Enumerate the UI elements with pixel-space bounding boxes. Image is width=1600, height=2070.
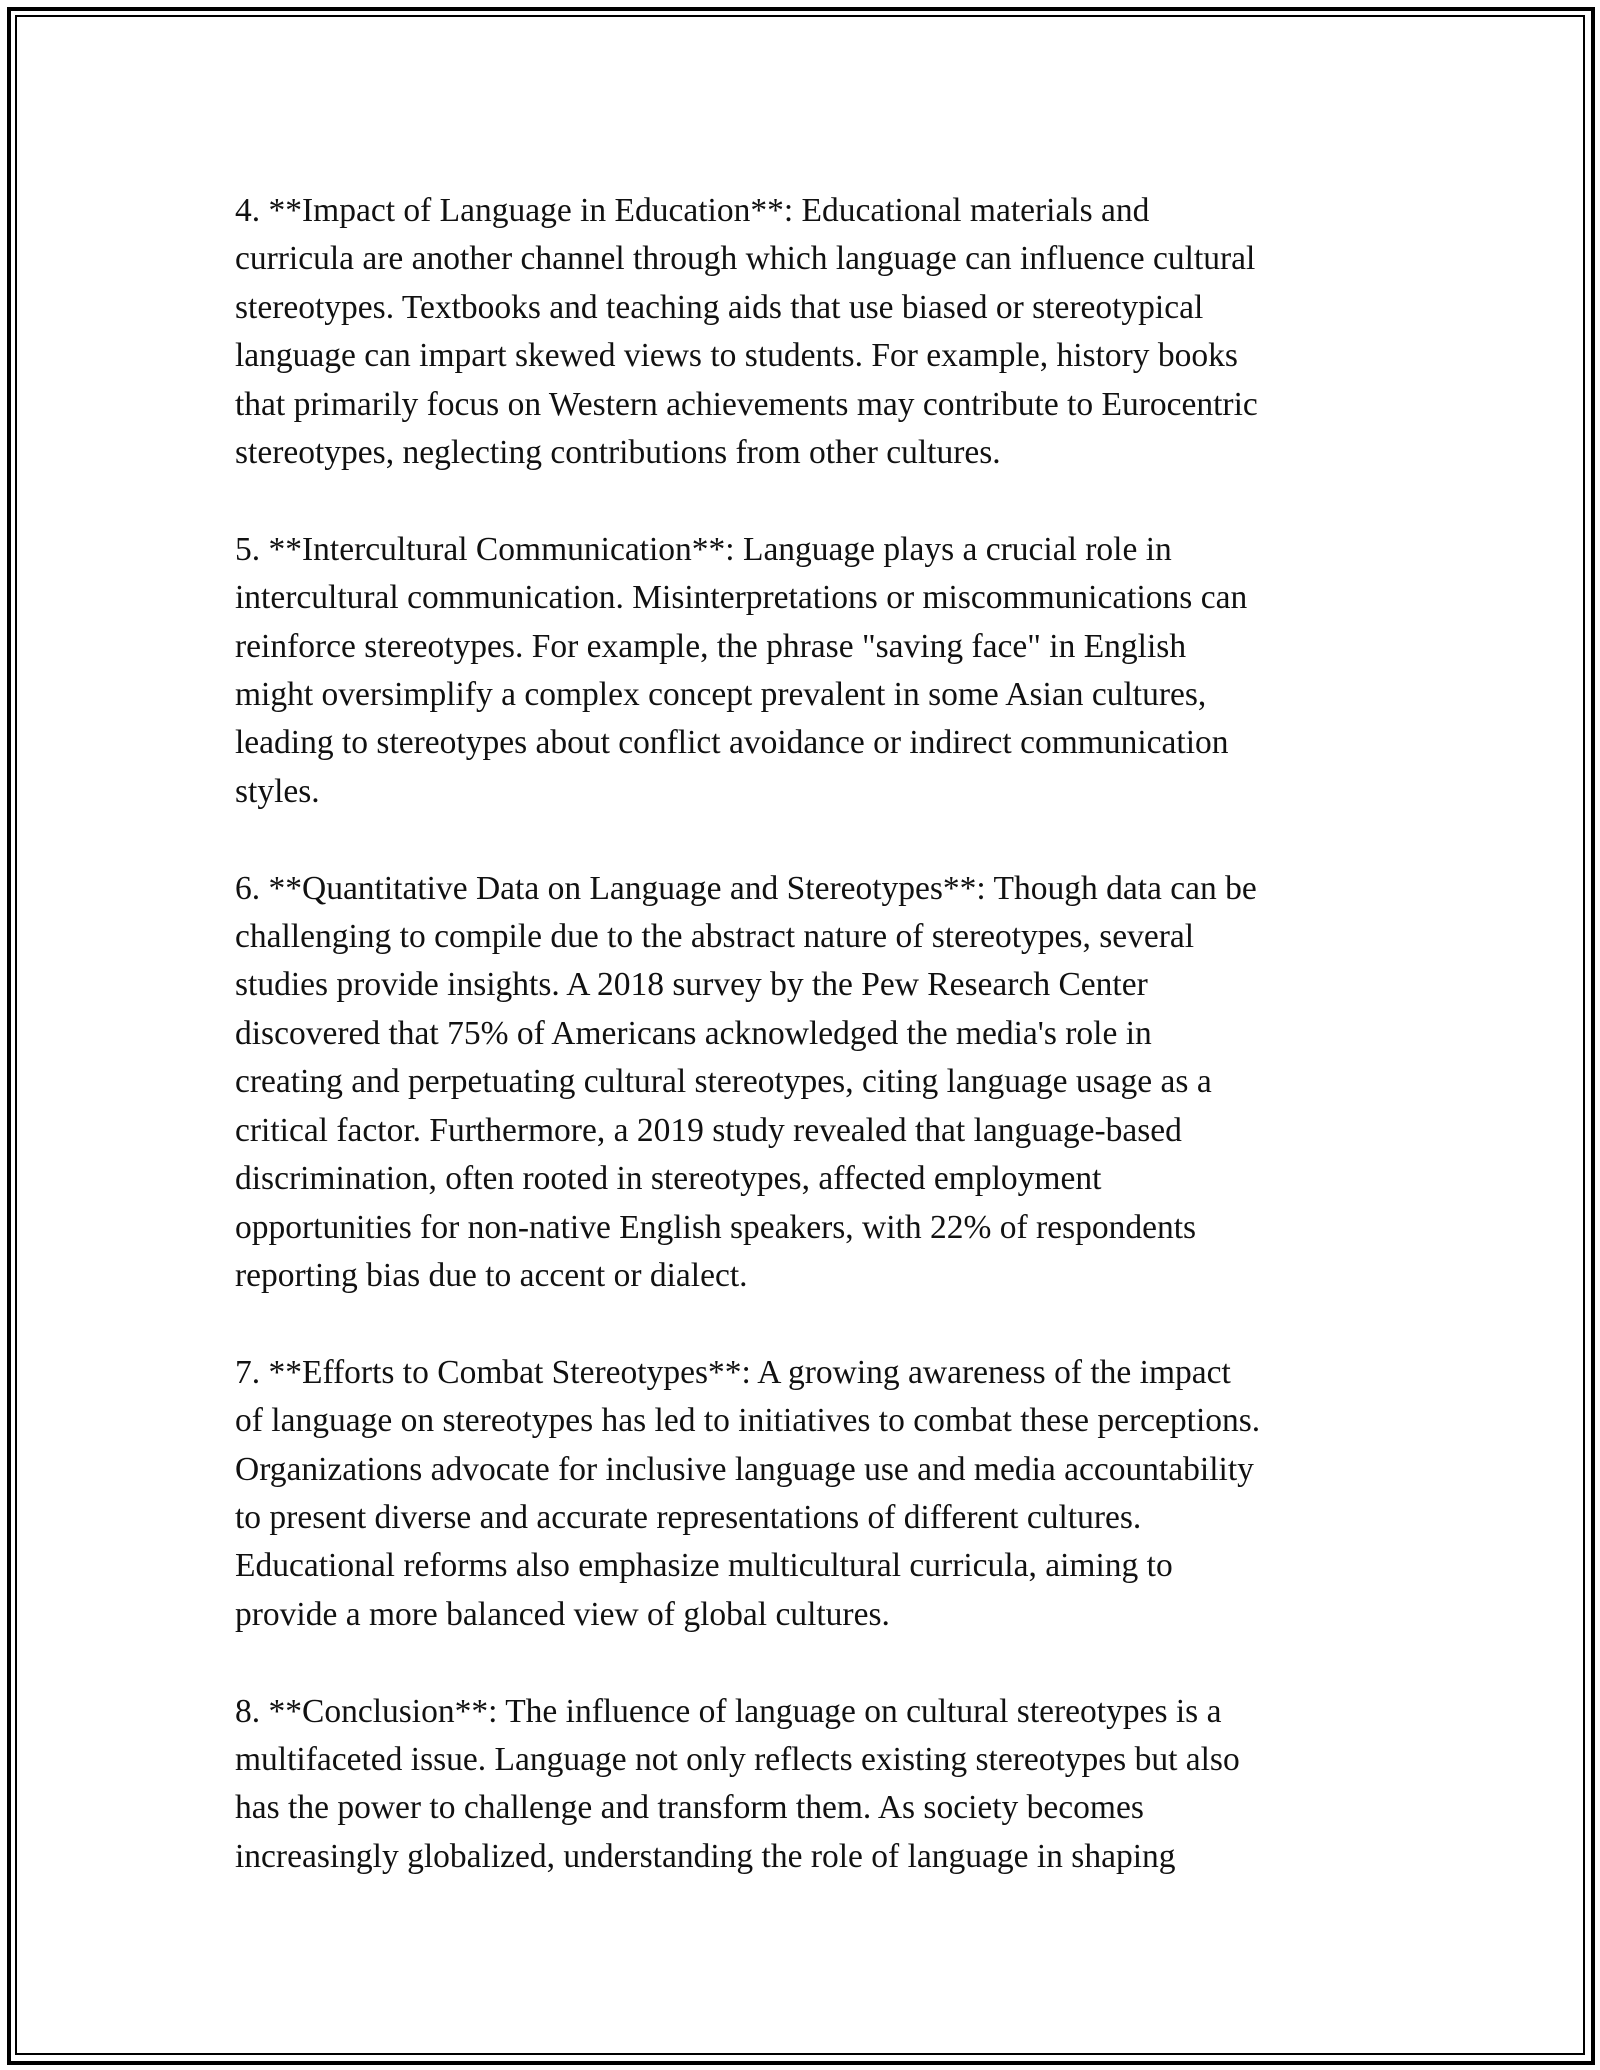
text-line: provide a more balanced view of global cultures.	[235, 1595, 890, 1633]
text-line: stereotypes, neglecting contributions from other cultures.	[235, 434, 1001, 472]
text-line: creating and perpetuating cultural stereotypes, citing language usage as a	[235, 1063, 1212, 1101]
text-line: that primarily focus on Western achievements may contribute to Eurocentric	[235, 385, 1258, 423]
text-line: 6. **Quantitative Data on Language and Stereotypes**: Though data can be	[235, 869, 1257, 907]
document-body	[235, 187, 1375, 1930]
text-line: to present diverse and accurate representations of different cultures.	[235, 1498, 1142, 1536]
paragraph-quantitative-data	[235, 865, 1375, 1301]
text-line: intercultural communication. Misinterpretations or miscommunications can	[235, 579, 1248, 617]
text-line: language can impart skewed views to students. For example, history books	[235, 337, 1238, 375]
text-line: increasingly globalized, understanding the role of language in shaping	[235, 1837, 1176, 1875]
text-line: 7. **Efforts to Combat Stereotypes**: A growing awareness of the impact	[235, 1353, 1231, 1391]
text-line: reporting bias due to accent or dialect.	[235, 1256, 748, 1294]
text-line: styles.	[235, 772, 320, 810]
text-line: 4. **Impact of Language in Education**: Educational materials and	[235, 192, 1150, 229]
text-line: 5. **Intercultural Communication**: Language plays a crucial role in	[235, 530, 1172, 568]
paragraph-impact-of-language-in-education	[235, 187, 1375, 477]
text-line: challenging to compile due to the abstract nature of stereotypes, several	[235, 918, 1195, 956]
text-line: of language on stereotypes has led to initiatives to combat these perceptions.	[235, 1402, 1261, 1440]
paragraph-intercultural-communication	[235, 526, 1375, 816]
text-line: leading to stereotypes about conflict avoidance or indirect communication	[235, 724, 1229, 762]
text-line: might oversimplify a complex concept prevalent in some Asian cultures,	[235, 676, 1207, 714]
text-line: critical factor. Furthermore, a 2019 study revealed that language-based	[235, 1111, 1182, 1149]
text-line: multifaceted issue. Language not only reflects existing stereotypes but also	[235, 1740, 1240, 1778]
text-line: has the power to challenge and transform them. As society becomes	[235, 1789, 1144, 1827]
text-line: reinforce stereotypes. For example, the phrase "saving face" in English	[235, 627, 1187, 665]
text-line: discrimination, often rooted in stereotypes, affected employment	[235, 1160, 1102, 1198]
text-line: opportunities for non-native English speakers, with 22% of respondents	[235, 1208, 1197, 1246]
text-line: studies provide insights. A 2018 survey by the Pew Research Center	[235, 966, 1148, 1004]
text-line: stereotypes. Textbooks and teaching aids that use biased or stereotypical	[235, 288, 1204, 326]
text-line: curricula are another channel through which language can influence cultural	[235, 240, 1256, 278]
text-line: discovered that 75% of Americans acknowledged the media's role in	[235, 1014, 1152, 1052]
paragraph-conclusion	[235, 1688, 1375, 1882]
paragraph-efforts-to-combat-stereotypes	[235, 1349, 1375, 1639]
text-line: 8. **Conclusion**: The influence of language on cultural stereotypes is a	[235, 1692, 1222, 1730]
text-line: Educational reforms also emphasize multicultural curricula, aiming to	[235, 1547, 1173, 1585]
text-line: Organizations advocate for inclusive language use and media accountability	[235, 1450, 1254, 1488]
